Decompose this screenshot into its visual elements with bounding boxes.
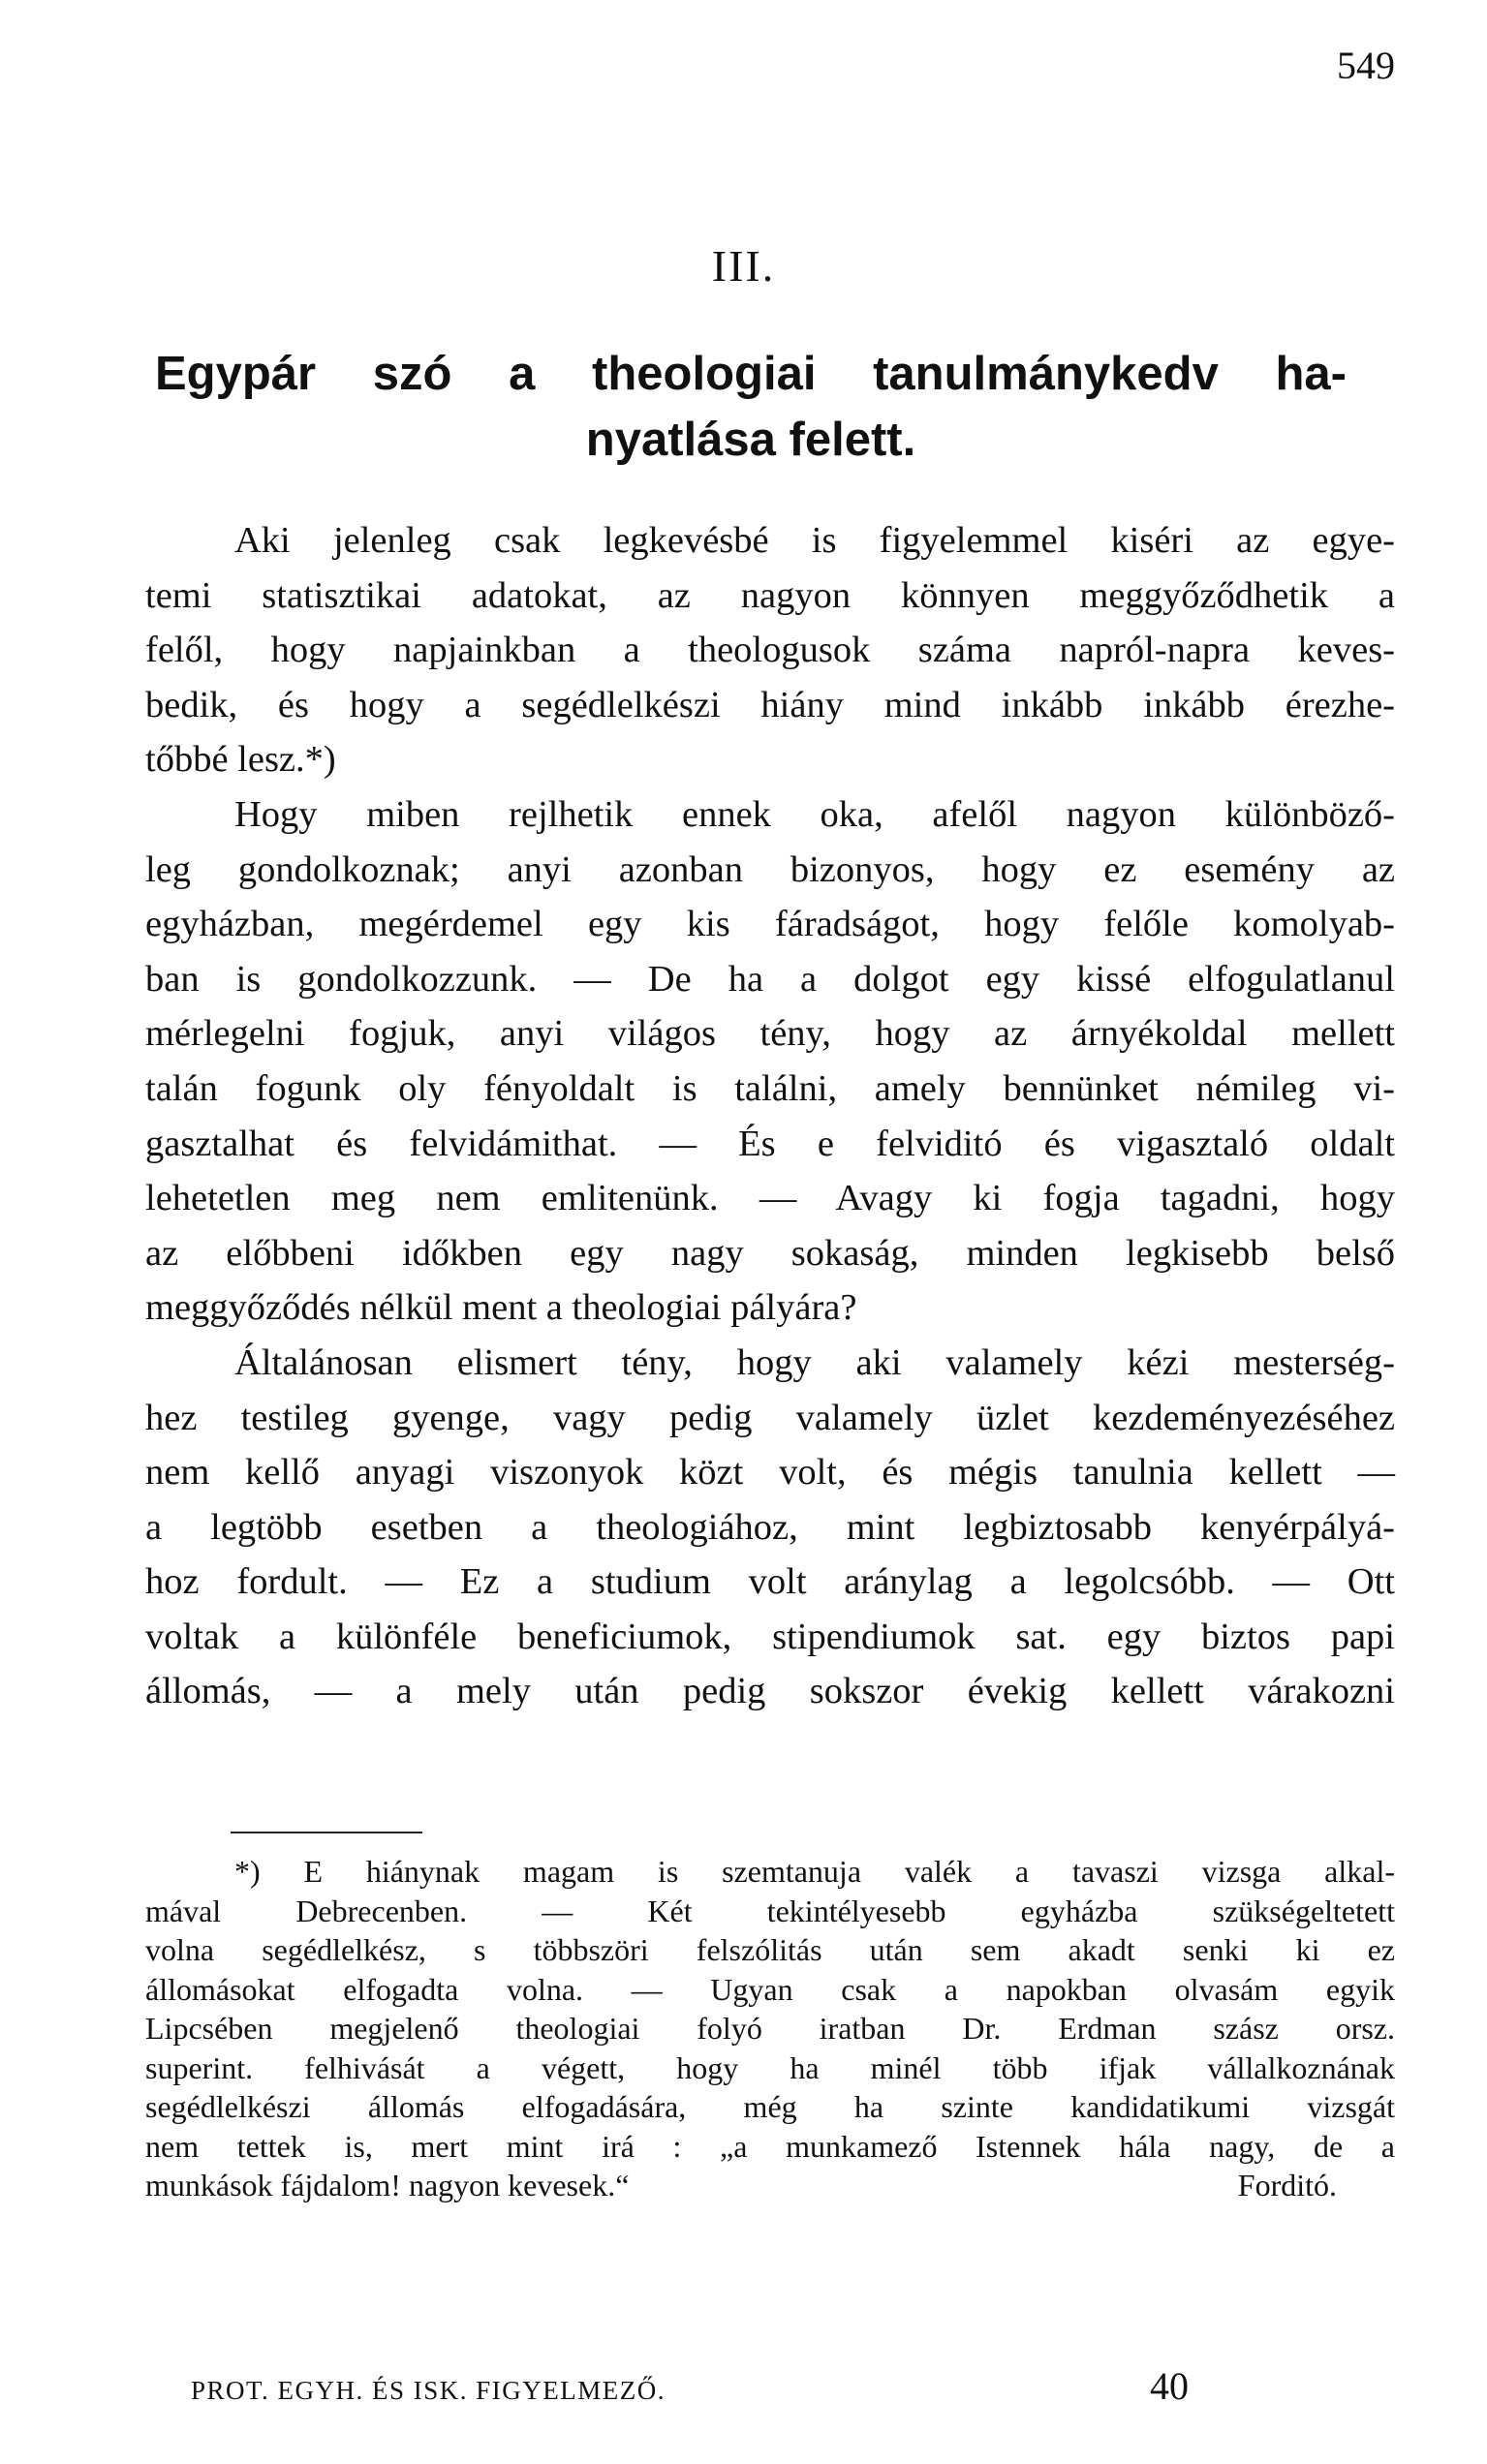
text-line: Általánosan elismert tény, hogy aki valamely kézi mesterség- [234, 1341, 1395, 1383]
section-number: III. [711, 241, 776, 291]
title-line: nyatlása felett. [585, 414, 916, 466]
text-line: nem kellő anyagi viszonyok közt volt, és mégis tanulnia kellett — [145, 1452, 1395, 1494]
text-line: egyházban, megérdemel egy kis fáradságot, hogy felőle komolyab- [145, 904, 1395, 945]
text-line: állomás, — a mely után pedig sokszor évekig kellett várakozni [145, 1671, 1395, 1712]
text-line: tőbbé lesz.*) [145, 739, 336, 781]
text-line: Aki jelenleg csak legkevésbé is figyelemmel kiséri az egye- [234, 520, 1395, 561]
text-line: voltak a különféle beneficiumok, stipendiumok sat. egy biztos papi [145, 1616, 1395, 1657]
text-line: felől, hogy napjainkban a theologusok száma napról-napra keves- [145, 630, 1395, 671]
footnote-line: nem tettek is, mert mint irá : „a munkamező Istennek hála nagy, de a [145, 2128, 1395, 2164]
signature-mark: 40 [1150, 2364, 1189, 2408]
text-line: Hogy miben rejlhetik ennek oka, afelől nagyon különböző- [234, 793, 1395, 835]
footnote-last-line: munkások fájdalom! nagyon kevesek.“ [145, 2168, 630, 2202]
footnote-divider [231, 1832, 422, 1833]
footnote-line: *) E hiánynak magam is szemtanuja valék a tavaszi vizsga alkal- [234, 1854, 1395, 1889]
text-line: hez testileg gyenge, vagy pedig valamely üzlet kezdeményezéséhez [145, 1397, 1395, 1438]
text-line: gasztalhat és felvidámithat. — És e felviditó és vigasztaló oldalt [145, 1123, 1395, 1164]
footnote-line: mával Debrecenben. — Két tekintélyesebb egyházba szükségeltetett [145, 1893, 1395, 1928]
text-line: temi statisztikai adatokat, az nagyon könnyen meggyőződhetik a [145, 574, 1395, 616]
footnote-line: Lipcsében megjelenő theologiai folyó iratban Dr. Erdman szász orsz. [145, 2011, 1395, 2046]
text-line: a legtöbb esetben a theologiához, mint legbiztosabb kenyérpályá- [145, 1506, 1395, 1548]
text-line: ban is gondolkozzunk. — De ha a dolgot egy kissé elfogulatlanul [145, 958, 1395, 1000]
title-line: Egypár szó a theologiai tanulmánykedv ha- [155, 348, 1347, 400]
text-line: bedik, és hogy a segédlelkészi hiány mind inkább inkább érezhe- [145, 684, 1395, 725]
text-line: az előbbeni időkben egy nagy sokaság, minden legkisebb belső [145, 1232, 1395, 1274]
footnote-line: állomásokat elfogadta volna. — Ugyan csak a napokban olvasám egyik [145, 1971, 1395, 2007]
journal-title: PROT. EGYH. ÉS ISK. FIGYELMEZŐ. [191, 2376, 666, 2405]
footnote-line: segédlelkészi állomás elfogadására, még ha szinte kandidatikumi vizsgát [145, 2089, 1395, 2124]
text-line: talán fogunk oly fényoldalt is találni, amely bennünket némileg vi- [145, 1067, 1395, 1109]
page-number: 549 [1337, 44, 1395, 87]
text-line: leg gondolkoznak; anyi azonban bizonyos, hogy ez esemény az [145, 848, 1395, 890]
chapter-title [155, 341, 1347, 473]
text-line: meggyőződés nélkül ment a theologiai pályára? [145, 1287, 857, 1329]
text-line: hoz fordult. — Ez a studium volt aránylag a legolcsóbb. — Ott [145, 1561, 1395, 1603]
footnote-line: volna segédlelkész, s többszöri felszólitás után sem akadt senki ki ez [145, 1932, 1395, 1967]
footnote [145, 1852, 1395, 2205]
text-line: mérlegelni fogjuk, anyi világos tény, hogy az árnyékoldal mellett [145, 1013, 1395, 1055]
page-footer [191, 2363, 1189, 2409]
footnote-line: superint. felhivását a végett, hogy ha minél több ifjak vállalkoznának [145, 2049, 1395, 2085]
translator-signature: Forditó. [1237, 2168, 1337, 2202]
footnote-closing [145, 2166, 1395, 2205]
body-text [145, 513, 1395, 1719]
text-line: lehetetlen meg nem emlitenünk. — Avagy ki fogja tagadni, hogy [145, 1178, 1395, 1219]
